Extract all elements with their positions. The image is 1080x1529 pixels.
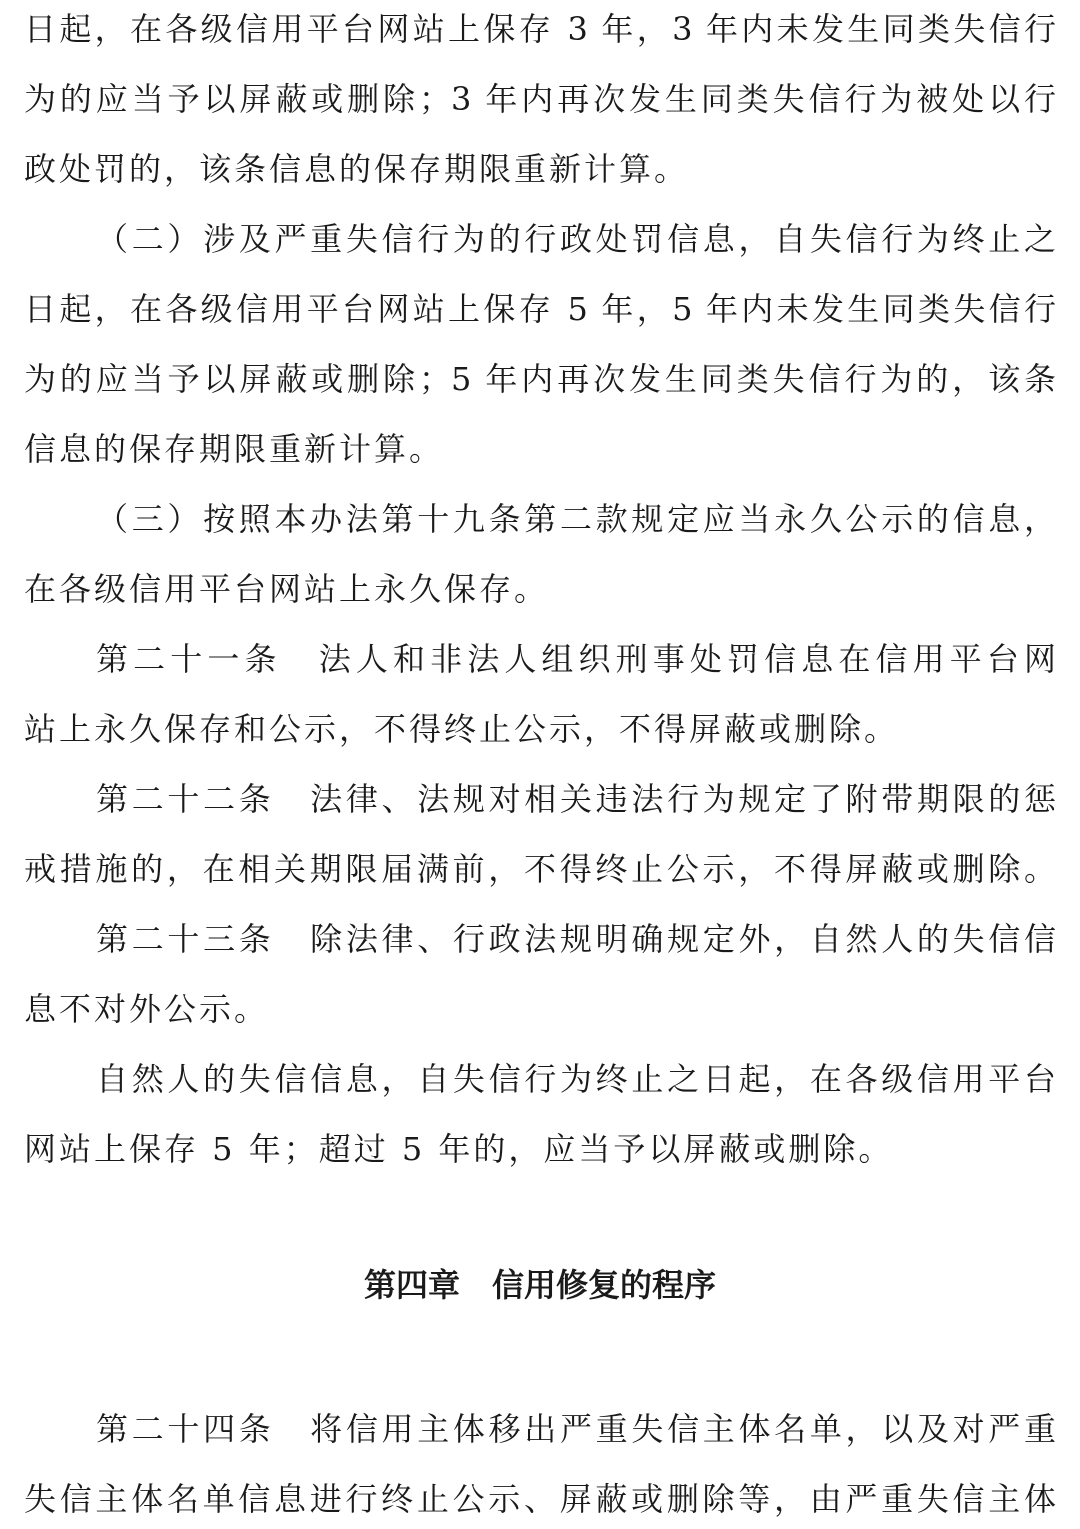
article-23-line: 第二十三条 除法律、行政法规明确规定外，自然人的失信信 [96,920,1056,958]
text-line: 息不对外公示。 [24,990,270,1028]
text-line: 日起，在各级信用平台网站上保存 3 年，3 年内未发生同类失信行 [24,10,1056,48]
text-line: 网站上保存 5 年；超过 5 年的，应当予以屏蔽或删除。 [24,1130,894,1168]
paragraph-start-line: 自然人的失信信息，自失信行为终止之日起，在各级信用平台 [96,1060,1056,1098]
chapter-title: 第四章 信用修复的程序 [363,1266,716,1304]
article-21-line: 第二十一条 法人和非法人组织刑事处罚信息在信用平台网 [96,640,1056,678]
text-line: 戒措施的，在相关期限届满前，不得终止公示，不得屏蔽或删除。 [24,850,1056,888]
text-line: 为的应当予以屏蔽或删除；3 年内再次发生同类失信行为被处以行 [24,80,1056,118]
article-24-line: 第二十四条 将信用主体移出严重失信主体名单，以及对严重 [96,1410,1056,1448]
paragraph-start-line: （三）按照本办法第十九条第二款规定应当永久公示的信息， [96,500,1056,538]
text-line: 失信主体名单信息进行终止公示、屏蔽或删除等，由严重失信主体 [24,1480,1056,1518]
text-line: 日起，在各级信用平台网站上保存 5 年，5 年内未发生同类失信行 [24,290,1056,328]
text-line: 为的应当予以屏蔽或删除；5 年内再次发生同类失信行为的，该条 [24,360,1056,398]
text-line: 在各级信用平台网站上永久保存。 [24,570,550,608]
text-line: 政处罚的，该条信息的保存期限重新计算。 [24,150,690,188]
text-line: 站上永久保存和公示，不得终止公示，不得屏蔽或删除。 [24,710,900,748]
paragraph-start-line: （二）涉及严重失信行为的行政处罚信息，自失信行为终止之 [96,220,1056,258]
article-22-line: 第二十二条 法律、法规对相关违法行为规定了附带期限的惩 [96,780,1056,818]
text-line: 信息的保存期限重新计算。 [24,430,445,468]
